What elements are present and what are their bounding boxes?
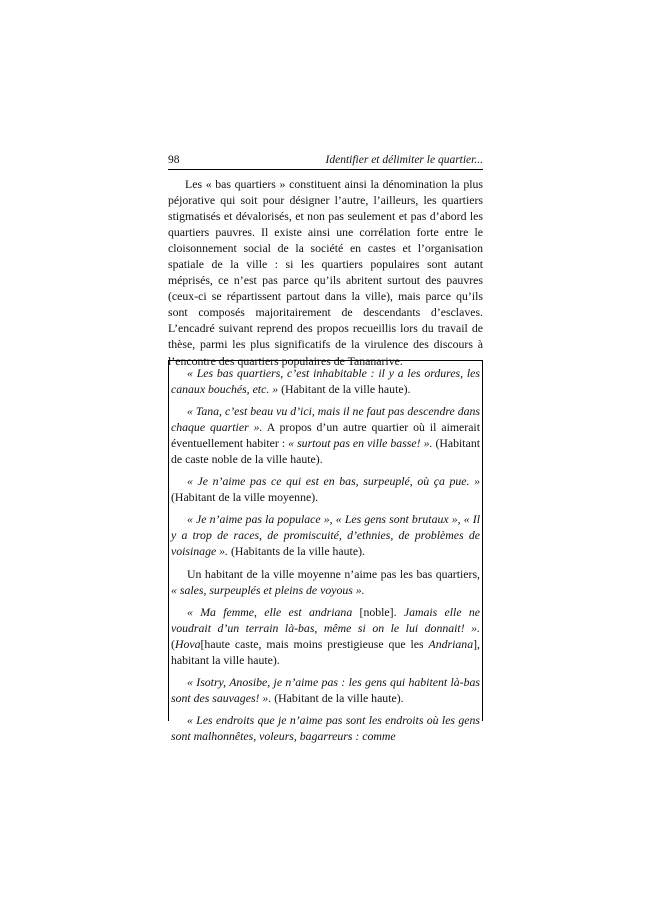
running-header	[168, 150, 483, 170]
intro-paragraph: Les « bas quartiers » constituent ainsi la dénomination la plus péjorative qui soit pour désigner l’autre, l’ailleurs, les quartiers stigmatisés et dévalorisés, et non pas seulement et pas d’abord les quartiers pauvres. Il existe ainsi une corrélation forte entre le cloisonnement social de la société en castes et l’organisation spatiale de la ville : si les quartiers populaires sont autant méprisés, ce n’est pas parce qu’ils abritent surtout des pauvres (ceux-ci se répartissent partout dans la ville), mais parce qu’ils sont composés majoritairement de descendants d’esclaves. L’encadré suivant reprend des propos recueillis lors du travail de thèse, parmi les plus significatifs de la virulence des discours à l’encontre des quartiers populaires de Tananarive.	[168, 177, 483, 368]
quote-item: « Je n’aime pas ce qui est en bas, surpeuplé, où ça pue. » (Habitant de la ville moyenne).	[171, 474, 480, 505]
quote-item: « Les endroits que je n’aime pas sont les endroits où les gens sont malhonnêtes, voleurs, bagarreurs : comme	[171, 712, 480, 743]
quote-item: « Tana, c’est beau vu d’ici, mais il ne faut pas descendre dans chaque quartier ». A propos d’un autre quartier où il aimerait éventuellement habiter : « surtout pas en ville basse! ». (Habitant de caste noble de la ville haute).	[171, 404, 480, 467]
quote-item: « Isotry, Anosibe, je n’aime pas : les gens qui habitent là-bas sont des sauvages! ». (Habitant de la ville haute).	[171, 674, 480, 705]
quote-item: « Les bas quartiers, c’est inhabitable : il y a les ordures, les canaux bouchés, etc. » (Habitant de la ville haute).	[171, 366, 480, 397]
quote-item: Un habitant de la ville moyenne n’aime pas les bas quartiers, « sales, surpeuplés et pleins de voyous ».	[171, 566, 480, 597]
page-number: 98	[168, 154, 180, 166]
running-title: Identifier et délimiter le quartier...	[325, 154, 483, 166]
quote-item: « Je n’aime pas la populace », « Les gens sont brutaux », « Il y a trop de races, de promiscuité, d’ethnies, de problèmes de voisinage ». (Habitants de la ville haute).	[171, 512, 480, 559]
quote-item: « Ma femme, elle est andriana [noble]. Jamais elle ne voudrait d’un terrain là-bas, même si on le lui donnait! ». (Hova[haute caste, mais moins prestigieuse que les Andriana], habitant la ville haute).	[171, 604, 480, 667]
quote-box	[168, 360, 483, 743]
